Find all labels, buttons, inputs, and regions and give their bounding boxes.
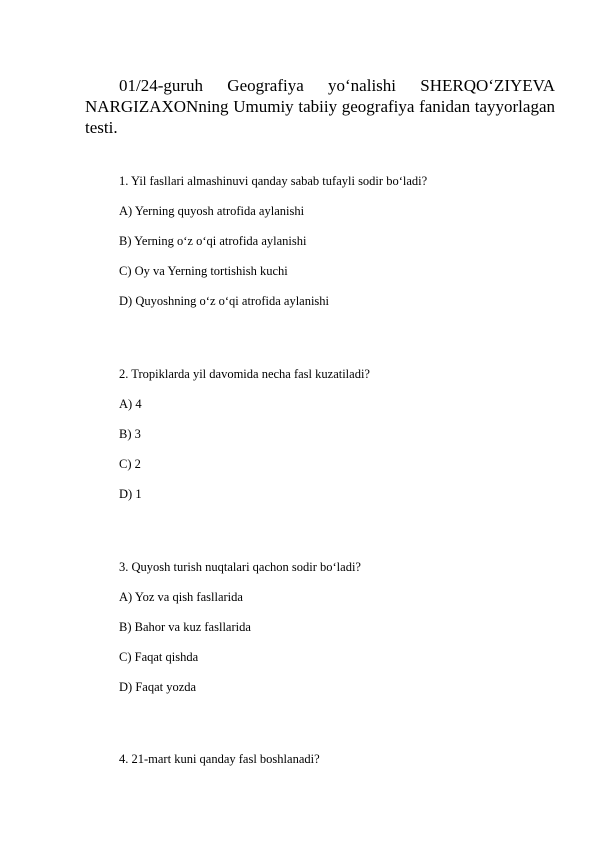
answer-option-b: B) Yerning o‘z o‘qi atrofida aylanishi [119, 234, 307, 248]
answer-option-d: D) 1 [119, 487, 142, 501]
question-1 [119, 174, 559, 324]
question-text: 2. Tropiklarda yil davomida necha fasl kuzatiladi? [119, 367, 370, 381]
answer-option-d: D) Quyoshning o‘z o‘qi atrofida aylanishi [119, 294, 330, 308]
answer-option-a: A) Yoz va qish fasllarida [119, 590, 243, 604]
question-text: 1. Yil fasllari almashinuvi qanday sabab tufayli sodir bo‘ladi? [119, 174, 428, 188]
answer-option-b: B) 3 [119, 427, 141, 441]
answer-option-b: B) Bahor va kuz fasllarida [119, 620, 251, 634]
answer-option-a: A) Yerning quyosh atrofida aylanishi [119, 204, 305, 218]
document-title: 01/24-guruh Geografiya yo‘nalishi SHERQO‘ZIYEVA NARGIZAXONning Umumiy tabiiy geografiya fanidan tayyorlagan testi. [85, 76, 555, 137]
answer-option-a: A) 4 [119, 397, 142, 411]
question-4 [119, 752, 559, 782]
answer-option-c: C) Faqat qishda [119, 650, 199, 664]
question-text: 3. Quyosh turish nuqtalari qachon sodir bo‘ladi? [119, 560, 361, 574]
question-text: 4. 21-mart kuni qanday fasl boshlanadi? [119, 752, 320, 766]
answer-option-c: C) Oy va Yerning tortishish kuchi [119, 264, 288, 278]
answer-option-c: C) 2 [119, 457, 141, 471]
question-2 [119, 367, 559, 517]
question-3 [119, 560, 559, 710]
answer-option-d: D) Faqat yozda [119, 680, 197, 694]
